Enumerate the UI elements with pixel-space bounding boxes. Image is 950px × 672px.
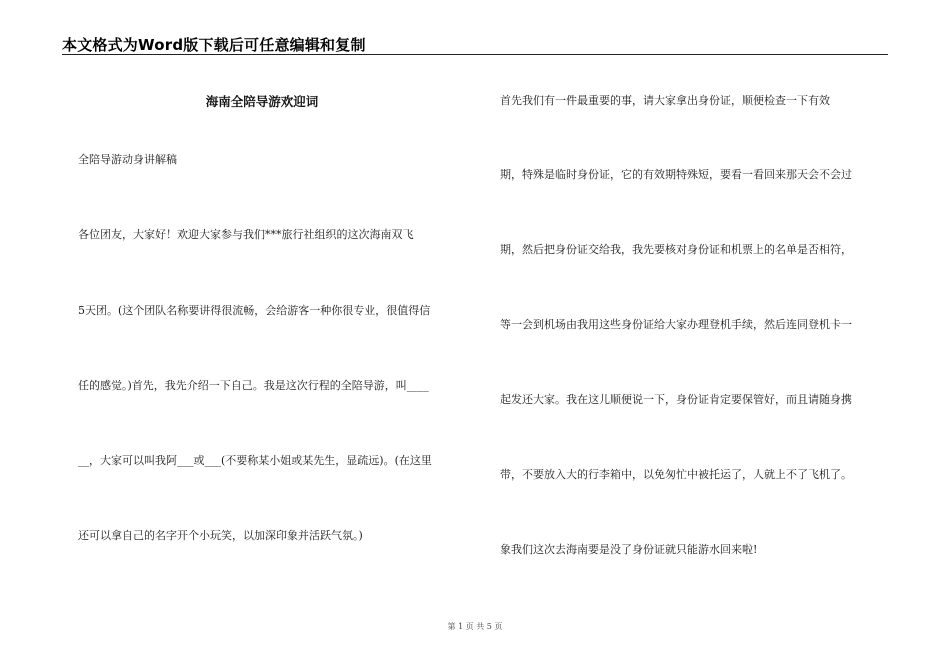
text-line: 等一会到机场由我用这些身份证给大家办理登机手续，然后连同登机卡一 bbox=[500, 318, 852, 331]
text-line: 带，不要放入大的行李箱中，以免匆忙中被托运了，人就上不了飞机了。 bbox=[500, 468, 852, 481]
text-line: 起发还大家。我在这儿顺便说一下，身份证肯定要保管好，而且请随身携 bbox=[500, 393, 852, 406]
text-line: 各位团友，大家好！欢迎大家参与我们***旅行社组织的这次海南双飞 bbox=[78, 228, 414, 241]
text-line: __，大家可以叫我阿___或___(不要称某小姐或某先生，显疏远)。(在这里 bbox=[78, 454, 432, 467]
text-line: 期，特殊是临时身份证，它的有效期特殊短，要看一看回来那天会不会过 bbox=[500, 168, 852, 181]
page-number: 第 1 页 共 5 页 bbox=[447, 622, 503, 631]
text-line: 还可以拿自己的名字开个小玩笑，以加深印象并活跃气氛。) bbox=[78, 529, 363, 542]
text-line: 全陪导游动身讲解稿 bbox=[78, 153, 177, 166]
text-line: 期，然后把身份证交给我，我先要核对身份证和机票上的名单是否相符， bbox=[500, 243, 852, 256]
document-header-title: 本文格式为Word版下载后可任意编辑和复制 bbox=[62, 36, 366, 54]
text-line: 5天团。(这个团队名称要讲得很流畅，会给游客一种你很专业，很值得信 bbox=[78, 304, 431, 317]
text-line: 任的感觉。)首先，我先介绍一下自己。我是这次行程的全陪导游，叫____ bbox=[78, 379, 429, 392]
text-line: 首先我们有一件最重要的事，请大家拿出身份证，顺便检查一下有效 bbox=[500, 94, 830, 107]
document-title: 海南全陪导游欢迎词 bbox=[205, 94, 319, 109]
header-divider bbox=[62, 54, 888, 55]
text-line: 象我们这次去海南要是没了身份证就只能游水回来啦! bbox=[500, 543, 758, 556]
